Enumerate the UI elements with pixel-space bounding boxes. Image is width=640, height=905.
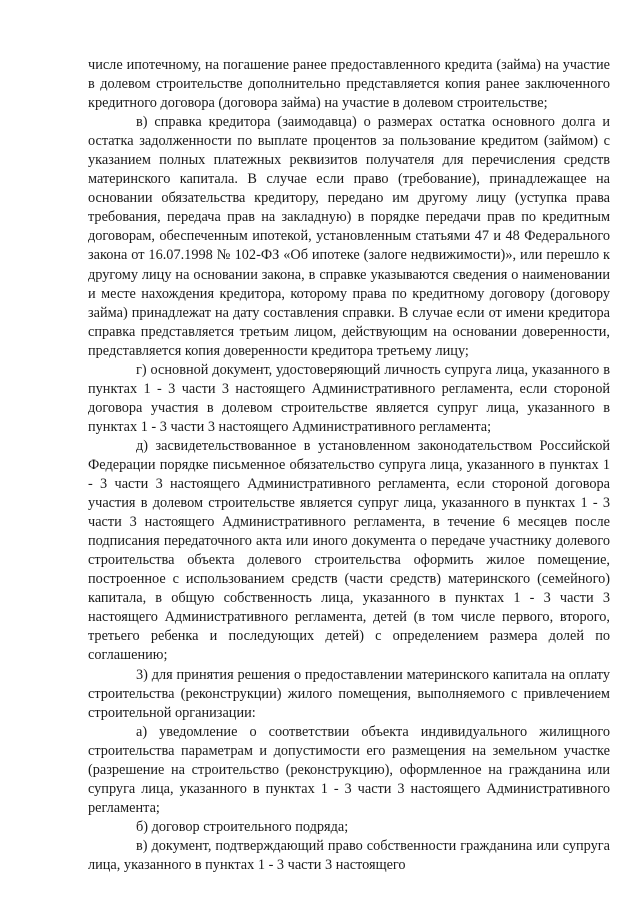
- paragraph-item-3-construction-decision: 3) для принятия решения о предоставлении материнского капитала на оплату строительства (реконструкции) жилого помещения, выполняемого с привлечением строительной организации:: [88, 666, 610, 721]
- paragraph-item-v-ownership-document: в) документ, подтверждающий право собственности гражданина или супруга лица, указанного в пунктах 1 - 3 части 3 настоящего: [88, 837, 610, 873]
- paragraph-item-v-creditor-certificate: в) справка кредитора (заимодавца) о размерах остатка основного долга и остатка задолженности по выплате процентов за пользование кредитом (займом) с указанием полных платежных реквизитов получателя для перечисления средств материнского капитала. В случае если право (требование), принадлежащее на основании обязательства кредитору, передано им другому лицу (уступка права требования, передача прав на закладную) в порядке передачи прав по кредитным договорам, обеспеченным ипотекой, установленным статьями 47 и 48 Федерального закона от 16.07.1998 № 102-ФЗ «Об ипотеке (залоге недвижимости)», или перешло к другому лицу на основании закона, в справке указываются сведения о наименовании и месте нахождения кредитора, которому права по кредитному договору (договору займа) принадлежат на дату составления справки. В случае если от имени кредитора справка представляется третьим лицом, действующим на основании доверенности, представляется копия доверенности кредитора третьему лицу;: [88, 114, 610, 359]
- paragraph-item-d-spouse-obligation: д) засвидетельствованное в установленном законодательством Российской Федерации порядке письменное обязательство супруга лица, указанного в пунктах 1 - 3 части 3 настоящего Административного регламента, если стороной договора участия в долевом строительстве является супруг лица, указанного в пунктах 1 - 3 части 3 настоящего Административного регламента, в течение 6 месяцев после подписания передаточного акта или иного документа о передаче участнику долевого строительства объекта долевого строительства оформить жилое помещение, построенное с использованием средств (части средств) материнского (семейного) капитала, в общую собственность лица, указанного в пунктах 1 - 3 части 3 настоящего Административного регламента, детей (в том числе первого, второго, третьего ребенка и последующих детей) с определением размера долей по соглашению;: [88, 437, 610, 664]
- paragraph-item-g-identity-document: г) основной документ, удостоверяющий личность супруга лица, указанного в пунктах 1 - 3 части 3 настоящего Административного регламента, если стороной договора участия в долевом строительстве является супруг лица, указанного в пунктах 1 - 3 части 3 настоящего Административного регламента;: [88, 361, 610, 435]
- document-body: [88, 56, 610, 875]
- paragraph-item-b-construction-contract: б) договор строительного подряда;: [136, 818, 349, 835]
- paragraph-item-a-construction-notice: а) уведомление о соответствии объекта индивидуального жилищного строительства параметрам и допустимости его размещения на земельном участке (разрешение на строительство (реконструкцию), оформленное на гражданина или супруга лица, указанного в пунктах 1 - 3 части 3 настоящего Административного регламента;: [88, 723, 610, 816]
- paragraph-continuation: числе ипотечному, на погашение ранее предоставленного кредита (займа) на участие в долевом строительстве дополнительно представляется копия ранее заключенного кредитного договора (договора займа) на участие в долевом строительстве;: [88, 57, 610, 112]
